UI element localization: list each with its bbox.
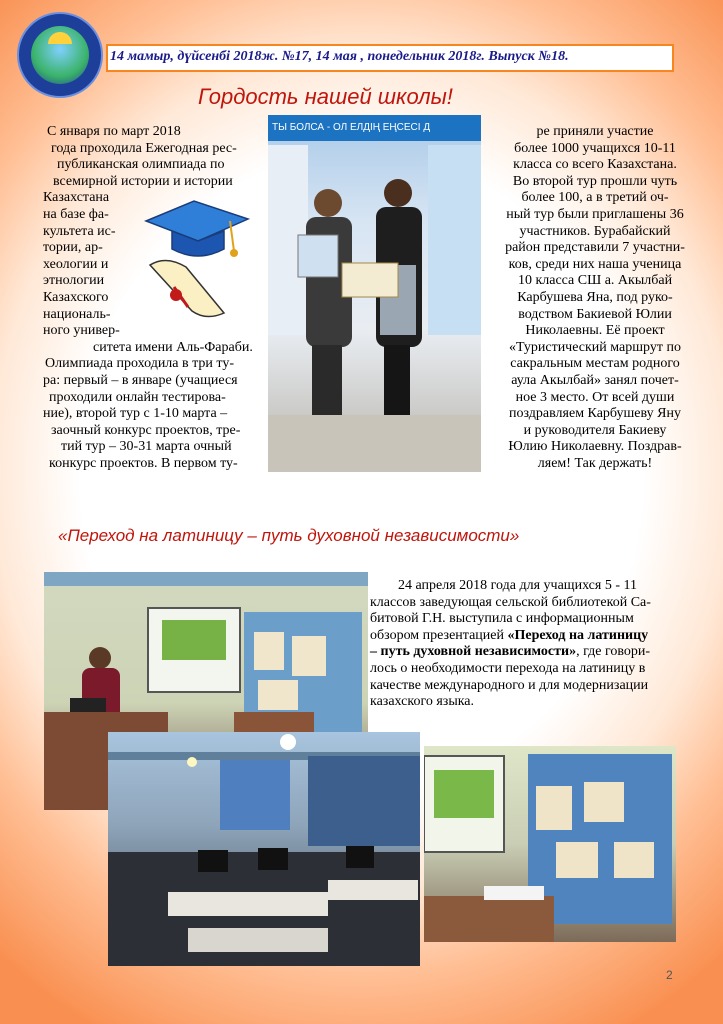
text-line: [370, 694, 708, 711]
text-line: этнологии: [43, 273, 105, 289]
text-line: [370, 611, 708, 628]
text-line: ре приняли участие: [536, 124, 654, 139]
text-line: С января по март 2018: [47, 124, 181, 139]
text-line: Николаевны. Её проект: [525, 323, 665, 339]
library-photo-2: [108, 732, 420, 966]
text-line: Казахстана: [43, 190, 110, 206]
text-line: Во второй тур прошли чуть: [512, 173, 678, 189]
text-line: хеологии и: [43, 256, 109, 272]
text-line: ков, среди них наша ученица: [508, 256, 682, 272]
text-line: культета ис-: [43, 223, 116, 239]
article1-title: Гордость нашей школы!: [198, 84, 453, 109]
text-line: [370, 661, 708, 678]
text-line: 10 класса СШ а. Акылбай: [517, 273, 673, 289]
text-line: [370, 595, 708, 612]
bold-run: «Переход на латиницу: [507, 627, 649, 643]
text-line: и руководителя Бакиеву: [523, 422, 667, 438]
text-line: [370, 644, 708, 661]
text-line: ный тур были приглашены 36: [506, 206, 684, 222]
page-number: 2: [666, 968, 673, 982]
text-line: проходили онлайн тестирова-: [49, 389, 226, 405]
text-line: всемирной истории и истории: [53, 173, 233, 189]
text-run: классов заведующая сельской библиотекой Са-: [370, 594, 651, 610]
text-line: тий тур – 30-31 марта очный: [61, 439, 232, 455]
text-line: [370, 628, 708, 645]
text-line: заочный конкурс проектов, тре-: [51, 422, 241, 438]
text-run: лось о необходимости перехода на латиницу в: [370, 660, 646, 676]
article2-text: [370, 578, 708, 711]
text-line: поздравляем Карбушеву Яну: [509, 406, 681, 422]
text-line: ного универ-: [43, 323, 120, 339]
text-line: участников. Бурабайский: [519, 223, 671, 239]
text-line: аула Акылбай» занял почет-: [511, 372, 679, 388]
text-line: Юлию Николаевну. Поздрав-: [508, 439, 682, 455]
bold-run: – путь духовной независимости»: [370, 644, 577, 660]
issue-line: 14 мамыр, дүйсенбі 2018ж. №17, 14 мая , понедельник 2018г. Выпуск №18.: [110, 49, 569, 64]
text-line: на базе фа-: [43, 206, 109, 222]
text-line: район представили 7 участни-: [505, 240, 685, 256]
text-line: года проходила Ежегодная рес-: [51, 140, 237, 156]
text-line: публиканская олимпиада по: [57, 157, 225, 173]
award-photo: [268, 115, 481, 472]
text-line: ра: первый – в январе (учащиеся: [43, 372, 238, 388]
graduation-cap-icon: [136, 195, 260, 323]
article2-title: «Переход на латиницу – путь духовной независимости»: [58, 526, 520, 545]
text-line: националь-: [43, 306, 111, 322]
text-line: «Туристический маршрут по: [509, 339, 681, 355]
photo-banner-text: ТЫ БОЛСА - ОЛ ЕЛДІҢ ЕҢСЕСІ Д: [268, 115, 481, 141]
text-run: качестве международного и для модернизации: [370, 677, 649, 693]
text-line: Карбушева Яна, под руко-: [517, 289, 673, 305]
text-line: тории, ар-: [43, 240, 103, 256]
text-run: казахского языка.: [370, 694, 475, 710]
school-logo: [17, 12, 103, 98]
text-line: более 100, а в третий оч-: [521, 190, 669, 206]
text-run: битовой Г.Н. выступила с информационным: [370, 611, 634, 627]
library-photo-3: [424, 746, 676, 942]
text-line: Казахского: [43, 289, 109, 305]
text-line: класса со всего Казахстана.: [513, 157, 677, 173]
text-line: ситета имени Аль-Фараби.: [93, 339, 253, 355]
text-line: ляем! Так держать!: [537, 455, 653, 471]
text-line: Олимпиада проходила в три ту-: [45, 356, 234, 372]
text-line: [370, 578, 708, 595]
text-line: ние), второй тур с 1-10 марта –: [43, 406, 228, 422]
text-line: водством Бакиевой Юлии: [518, 306, 672, 322]
text-line: ное 3 место. От всей души: [515, 389, 675, 405]
text-run: обзором презентацией: [370, 627, 508, 643]
text-run: , где говори-: [576, 644, 651, 660]
text-line: более 1000 учащихся 10-11: [514, 140, 676, 156]
text-line: конкурс проектов. В первом ту-: [49, 455, 238, 471]
text-run: 24 апреля 2018 года для учащихся 5 - 11: [398, 578, 637, 593]
text-line: [370, 678, 708, 695]
text-line: сакральным местам родного: [510, 356, 680, 372]
article1-right-column: [482, 124, 708, 472]
